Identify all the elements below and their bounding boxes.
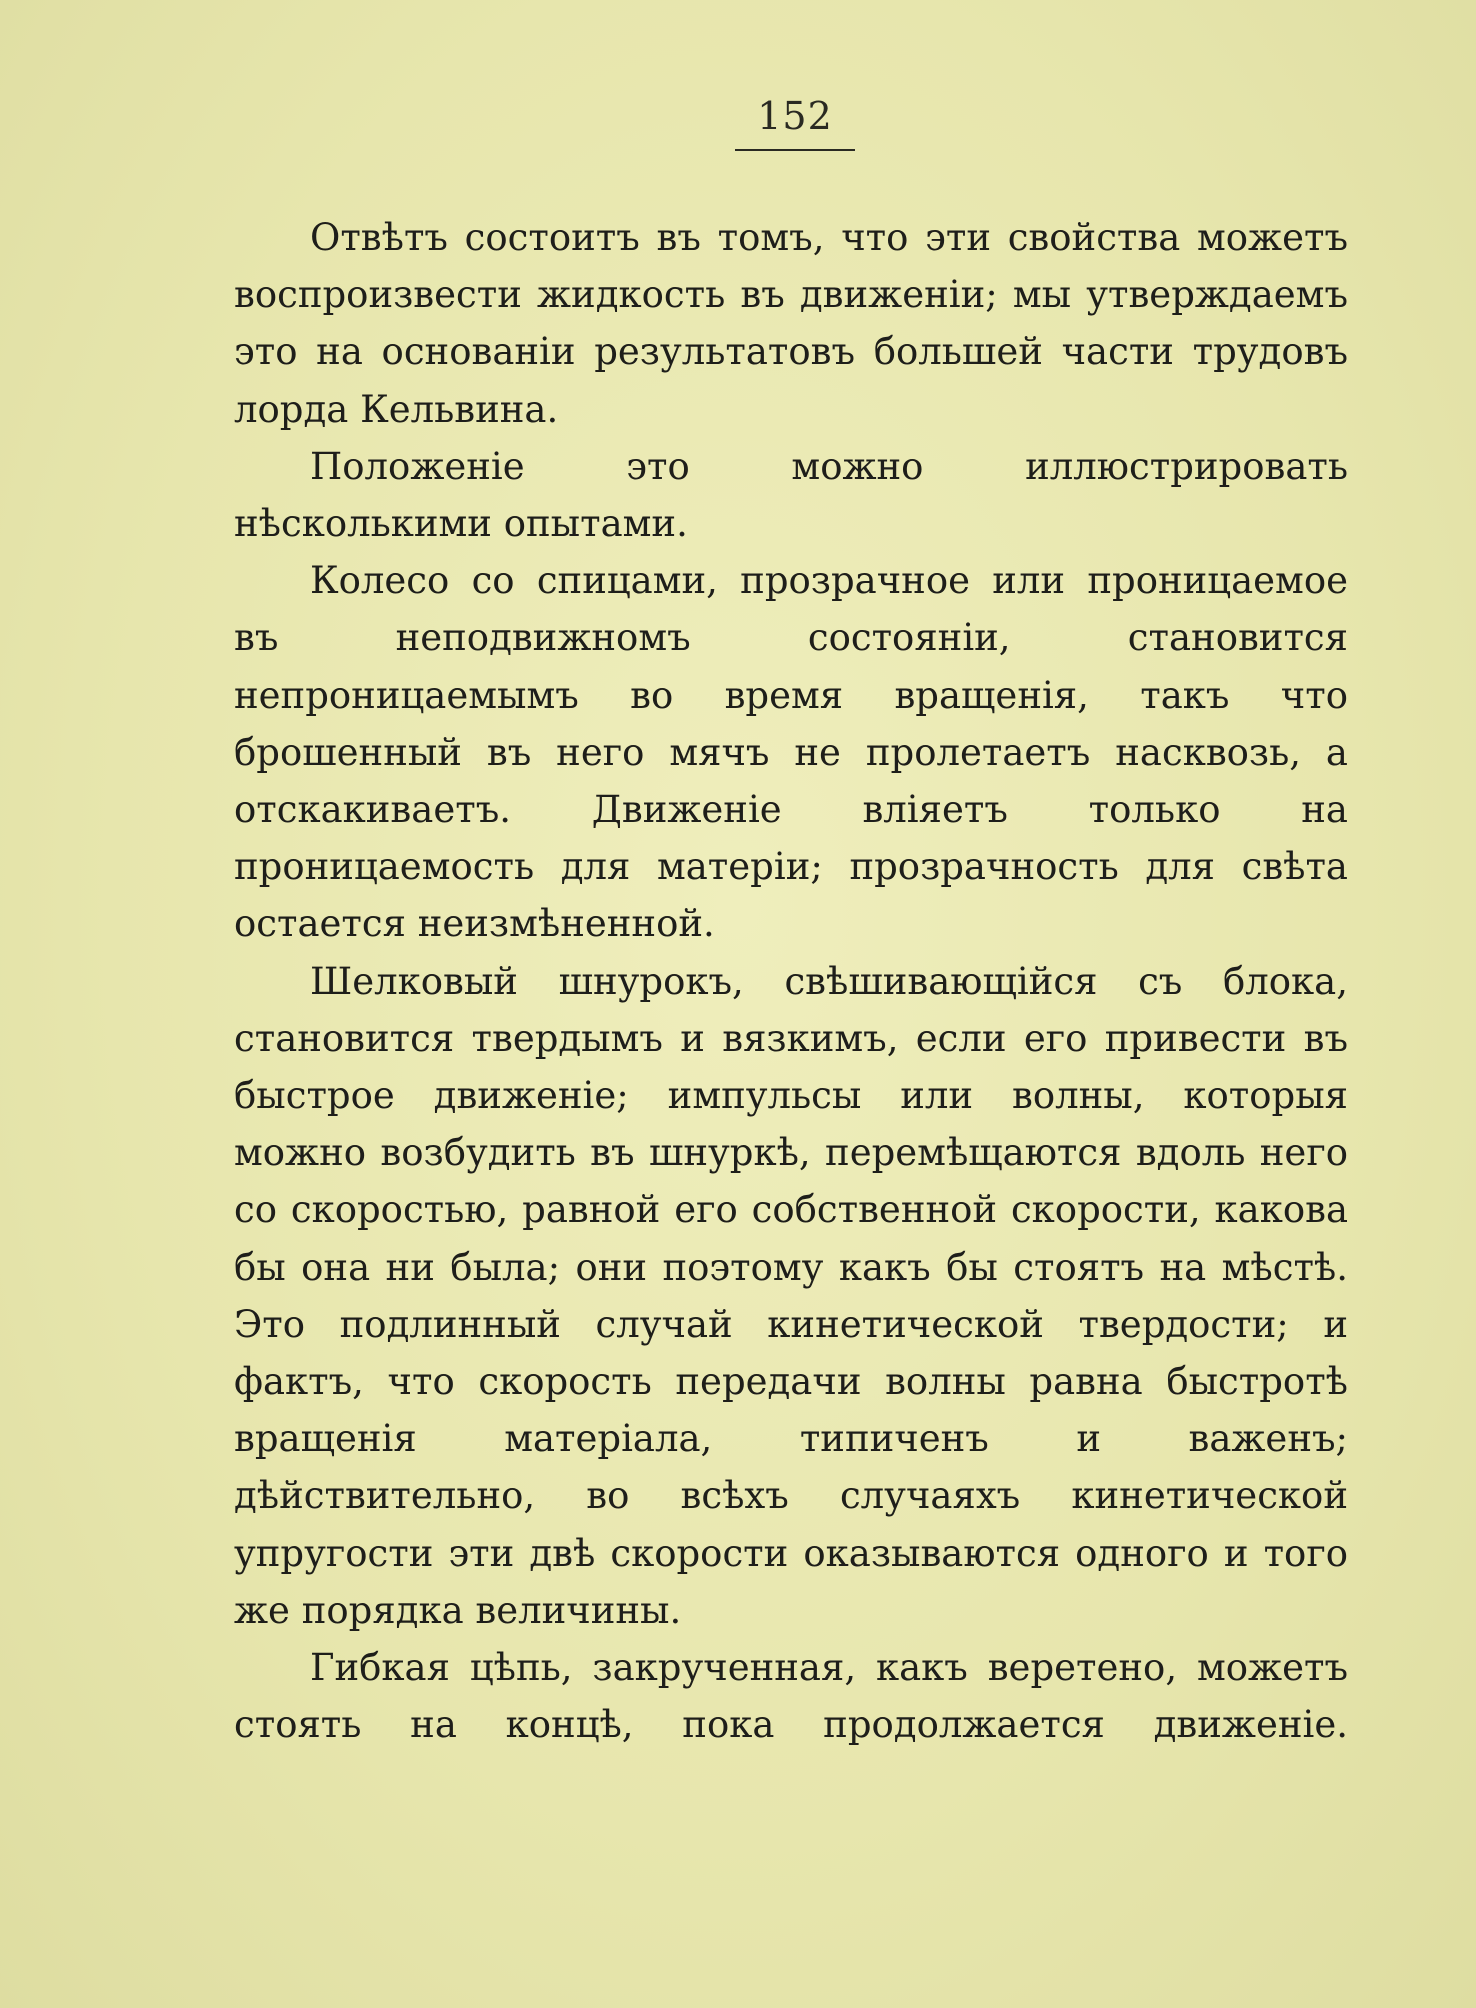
- paragraph-5: Гибкая цѣпь, закрученная, какъ веретено, можетъ стоять на концѣ, пока продолжается движенiе.: [234, 1646, 1348, 1747]
- body-text: [234, 209, 1348, 1753]
- paragraph-2: Положенiе это можно иллюстрировать нѣсколькими опытами.: [234, 444, 1348, 546]
- page-number-rule: [735, 149, 855, 151]
- page-number: 152: [757, 94, 833, 138]
- paragraph-4: Шелковый шнурокъ, свѣшивающiйся съ блока, становится твердымъ и вязкимъ, если его привести въ быстрое движенiе; импульсы или волны, которыя можно возбудить въ шнуркѣ, перемѣщаются вдоль него со скоростью, равной его собственной скорости, какова бы она ни была; они поэтому какъ бы стоятъ на мѣстѣ. Это подлинный случай кинетической твердости; и фактъ, что скорость передачи волны равна быстротѣ вращенiя матерiала, типиченъ и важенъ; дѣйствительно, во всѣхъ случаяхъ кинетической упругости эти двѣ скорости оказываются одного и того же порядка величины.: [234, 959, 1348, 1632]
- paragraph-3: Колесо со спицами, прозрачное или проницаемое въ неподвижномъ состоянiи, становится непроницаемымъ во время вращенiя, такъ что брошенный въ него мячъ не пролетаетъ насквозь, а отскакиваетъ. Движенiе влiяетъ только на проницаемость для матерiи; прозрачность для свѣта остается неизмѣненной.: [234, 559, 1348, 946]
- paragraph-1: Отвѣтъ состоитъ въ томъ, что эти свойства можетъ воспроизвести жидкость въ движенiи; мы утверждаемъ это на основанiи результатовъ большей части трудовъ лорда Кельвина.: [234, 216, 1348, 431]
